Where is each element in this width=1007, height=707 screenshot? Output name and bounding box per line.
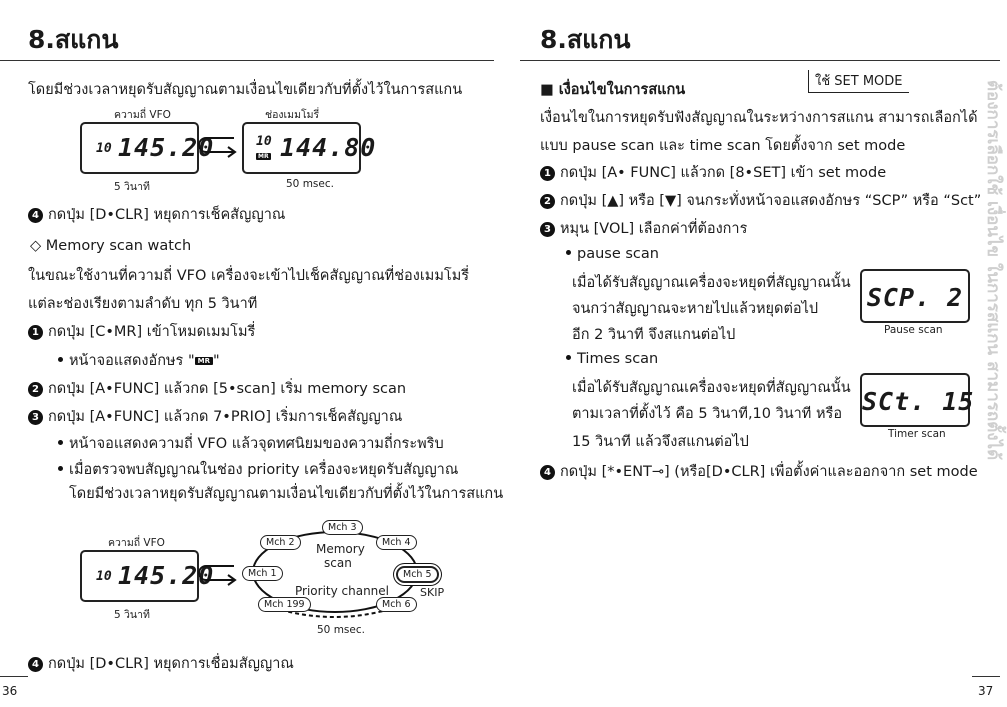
bullet-mr <box>58 349 220 372</box>
vfo-caption-2: ความถี่ VFO <box>108 537 165 549</box>
side-tab-text: ต้องการเลือกใช้ เงื่อนไข ในการสแกน สามารถตั้งได้ <box>983 80 1003 461</box>
step-text: หมุน [VOL] เลือกค่าที่ต้องการ <box>560 221 748 237</box>
vfo-caption: ความถี่ VFO <box>114 109 171 121</box>
lcd-frequency: 145.20 <box>118 133 215 162</box>
times-scan-label <box>566 351 658 367</box>
page-number-right: 37 <box>978 684 994 698</box>
times-line: 15 วินาที แล้วจึงสแกนต่อไป <box>572 434 749 450</box>
step-3 <box>28 405 402 428</box>
step-number-icon: 1 <box>28 325 43 340</box>
memory-caption: ช่องเมมโมรี่ <box>265 109 320 121</box>
mr-badge: MR <box>195 357 213 365</box>
bullet-text: เมื่อตรวจพบสัญญาณในช่อง priority เครื่องจะหยุดรับสัญญาณ <box>69 462 459 478</box>
section-memory-scan-watch <box>30 238 191 254</box>
vfo-lcd-display-2 <box>80 550 215 602</box>
footer-rule-left <box>0 676 28 677</box>
channel-mch3: Mch 3 <box>322 520 363 535</box>
step4-stop-link <box>28 652 294 675</box>
step-number-icon: 4 <box>28 657 43 672</box>
title-rule-right <box>520 60 1000 61</box>
step-1 <box>540 161 886 184</box>
step-number-icon: 1 <box>540 166 555 181</box>
step-number-icon: 4 <box>540 465 555 480</box>
lcd-frequency: 145.20 <box>118 561 215 590</box>
pause-line: จนกว่าสัญญาณจะหายไปแล้วหยุดต่อไป <box>572 301 819 317</box>
times-line: ตามเวลาที่ตั้งไว้ คือ 5 วินาที,10 วินาที หรือ <box>572 406 843 422</box>
bullet-text: หน้าจอแสดงอักษร " <box>69 353 195 369</box>
page-title-right: 8.สแกน <box>540 25 631 54</box>
pause-line: เมื่อได้รับสัญญาณเครื่องจะหยุดที่สัญญาณนั้น <box>572 275 851 291</box>
lcd-prefix: 10 <box>96 569 112 584</box>
square-bullet-icon: ■ <box>540 82 554 98</box>
para-line: แต่ละช่องเรียงตามลำดับ ทุก 5 วินาที <box>28 296 258 312</box>
bullet-item <box>58 458 458 481</box>
channel-mch2: Mch 2 <box>260 535 301 550</box>
step-2 <box>540 189 981 212</box>
side-tab-strip <box>980 80 1003 620</box>
memory-lcd-display <box>242 122 377 174</box>
skip-label: SKIP <box>420 586 445 599</box>
intro-text: โดยมีช่วงเวลาหยุดรับสัญญาณตามเงื่อนไขเดียวกับที่ตั้งไว้ในการสแกน <box>28 82 463 98</box>
lcd-prefix: 10 <box>96 141 112 156</box>
para-line: ในขณะใช้งานที่ความถี่ VFO เครื่องจะเข้าไปเช็คสัญญาณที่ช่องเมมโมรี่ <box>28 268 470 284</box>
pause-line: อีก 2 วินาที จึงสแกนต่อไป <box>572 327 736 343</box>
title-rule-left <box>0 60 494 61</box>
swap-arrow-icon <box>198 560 240 586</box>
vfo-time: 5 วินาที <box>114 181 150 193</box>
timer-scan-caption: Timer scan <box>888 428 946 440</box>
bullet-text: หน้าจอแสดงความถี่ VFO แล้วจุดทศนิยมของความถี่กระพริบ <box>69 436 444 452</box>
channel-mch1: Mch 1 <box>242 566 283 581</box>
page-title-left: 8.สแกน <box>28 25 119 54</box>
memory-time: 50 msec. <box>286 178 334 190</box>
step-text: กดปุ่ม [D•CLR] หยุดการเชื่อมสัญญาณ <box>48 656 294 672</box>
mr-badge: MR <box>258 153 269 160</box>
memory-scan-label: Memory <box>316 542 365 556</box>
step4-stop-check <box>28 203 285 226</box>
lcd-text: SCt. 15 <box>862 387 975 416</box>
swap-arrow-icon <box>198 132 240 158</box>
memory-scan-label-2: scan <box>324 556 352 570</box>
step-text: กดปุ่ม [A•FUNC] แล้วกด [5•scan] เริ่ม memory scan <box>48 381 407 397</box>
pause-scan-caption: Pause scan <box>884 324 943 336</box>
lcd-prefix: 10 <box>256 134 272 149</box>
page-number-left: 36 <box>2 684 18 698</box>
vfo-lcd-display <box>80 122 215 174</box>
pause-scan-lcd <box>860 269 970 323</box>
heading-text: เงื่อนไขในการสแกน <box>558 82 686 98</box>
step-number-icon: 2 <box>540 194 555 209</box>
timer-scan-lcd <box>860 373 975 427</box>
times-line: เมื่อได้รับสัญญาณเครื่องจะหยุดที่สัญญาณนั้น <box>572 380 851 396</box>
scan-time-label: 50 msec. <box>317 624 365 636</box>
step-1 <box>28 320 255 343</box>
bullet-icon <box>58 357 63 362</box>
step-4 <box>540 460 978 483</box>
bullet-continuation: โดยมีช่วงเวลาหยุดรับสัญญาณตามเงื่อนไขเดียวกับที่ตั้งไว้ในการสแกน <box>69 486 504 502</box>
step-text: กดปุ่ม [D•CLR] หยุดการเช็คสัญญาณ <box>48 207 286 223</box>
lcd-frequency: 144.80 <box>280 133 377 162</box>
footer-rule-right <box>972 676 1000 677</box>
diamond-icon: ◇ <box>30 238 42 254</box>
bullet-icon <box>566 355 571 360</box>
bullet-text-end: " <box>212 353 220 369</box>
channel-mch199: Mch 199 <box>258 597 311 612</box>
step-text: กดปุ่ม [A• FUNC] แล้วกด [8•SET] เข้า set mode <box>560 165 887 181</box>
option-label: Times scan <box>577 351 659 367</box>
priority-channel-label: Priority channel <box>295 584 390 598</box>
step-text: กดปุ่ม [C•MR] เข้าโหมดเมมโมรี่ <box>48 324 256 340</box>
bullet-icon <box>58 440 63 445</box>
step-number-icon: 3 <box>540 222 555 237</box>
pause-scan-label <box>566 246 659 262</box>
step-3 <box>540 217 747 240</box>
set-mode-tag: ใช้ SET MODE <box>808 70 909 93</box>
channel-mch4: Mch 4 <box>376 535 417 550</box>
channel-mch5: Mch 5 <box>396 566 439 583</box>
section-title: Memory scan watch <box>45 238 192 254</box>
lcd-text: SCP. 2 <box>866 283 964 312</box>
para-line: เงื่อนไขในการหยุดรับฟังสัญญาณในระหว่างการสแกน สามารถเลือกได้ <box>540 110 978 126</box>
bullet-icon <box>566 250 571 255</box>
step-number-icon: 3 <box>28 410 43 425</box>
step-text: กดปุ่ม [A•FUNC] แล้วกด 7•PRIO] เริ่มการเช็คสัญญาณ <box>48 409 403 425</box>
step-text: กดปุ่ม [*•ENT⊸] (หรือ[D•CLR] เพื่อตั้งค่าและออกจาก set mode <box>560 464 978 480</box>
bullet-icon <box>58 466 63 471</box>
option-label: pause scan <box>577 246 659 262</box>
step-number-icon: 4 <box>28 208 43 223</box>
vfo-time-2: 5 วินาที <box>114 609 150 621</box>
bullet-item <box>58 432 444 455</box>
para-line: แบบ pause scan และ time scan โดยตั้งจาก set mode <box>540 138 906 154</box>
section-heading <box>540 78 685 101</box>
step-text: กดปุ่ม [▲] หรือ [▼] จนกระทั่งหน้าจอแสดงอักษร “SCP” หรือ “Sct” <box>560 193 982 209</box>
channel-mch6: Mch 6 <box>376 597 417 612</box>
step-number-icon: 2 <box>28 382 43 397</box>
step-2 <box>28 377 406 400</box>
